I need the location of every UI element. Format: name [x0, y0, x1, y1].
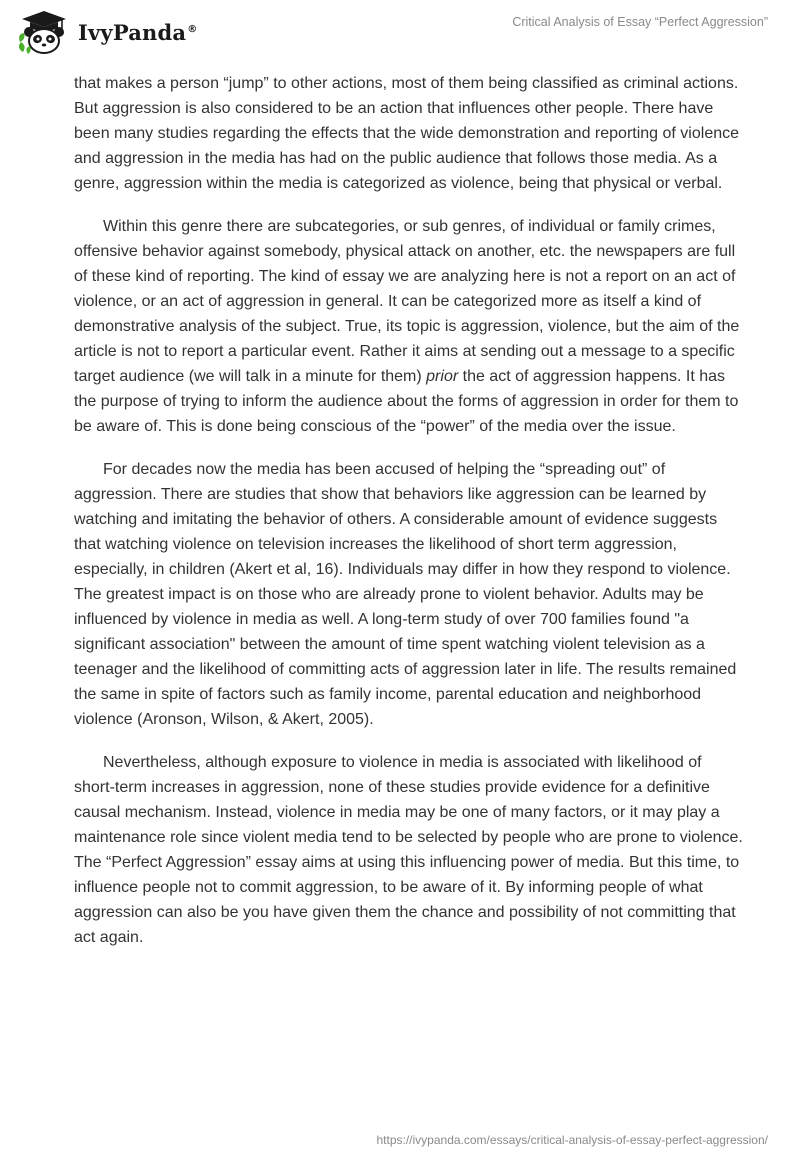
paragraph-2-text-before: Within this genre there are subcategories, or sub genres, of individual or family crimes, offensive behavior against somebody, physical attack on another, etc. the newspapers are full of these kind of reporting. The kind of essay we are analyzing here is not a report on an act of violence, or an act of aggression in general. It can be categorized more as itself a kind of demonstrative analysis of the subject. True, its topic is aggression, violence, but the aim of the article is not to report a particular event. Rather it aims at sending out a message to a specific target audience (we will talk in a minute for them) — [74, 218, 740, 385]
paragraph-2-emphasis: prior — [426, 368, 459, 385]
paragraph-1: that makes a person “jump” to other actions, most of them being classified as criminal actions. But aggression is also considered to be an action that influences other people. There have been many studies regarding the effects that the wide demonstration and reporting of violence and aggression in the media has had on the public audience that follows those media. As a genre, aggression within the media is categorized as violence, being that physical or verbal. — [74, 75, 740, 192]
paragraph-2-text-after: the act of aggression happens. It has the purpose of trying to inform the audience about the forms of aggression in order for them to be aware of. This is done being conscious of the “power” of the media over the issue. — [74, 368, 739, 435]
source-url-link[interactable]: https://ivypanda.com/essays/critical-analysis-of-essay-perfect-aggression/ — [376, 1133, 768, 1147]
logo-wordmark: IvyPanda® — [78, 19, 198, 45]
paragraph-2 — [74, 214, 746, 439]
registered-mark: ® — [187, 23, 198, 35]
paragraph-4: Nevertheless, although exposure to violence in media is associated with likelihood of short-term increases in aggression, none of these studies provide evidence for a definitive causal mechanism. Instead, violence in media may be one of many factors, or it may play a maintenance role since violent media tend to be selected by people who are prone to violence. The “Perfect Aggression” essay aims at using this influencing power of media. But this time, to influence people not to commit aggression, to be aware of it. By informing people of what aggression can also be you have given them the chance and possibility of not committing that act again. — [74, 754, 743, 946]
document-title: Critical Analysis of Essay “Perfect Aggression” — [512, 15, 768, 29]
panda-graduate-icon — [14, 8, 74, 56]
essay-body — [74, 71, 746, 968]
ivypanda-logo[interactable] — [14, 8, 197, 56]
paragraph-3: For decades now the media has been accused of helping the “spreading out” of aggression. There are studies that show that behaviors like aggression can be learned by watching and imitating the behavior of others. A considerable amount of evidence suggests that watching violence on television increases the likelihood of short term aggression, especially, in children (Akert et al, 16). Individuals may differ in how they respond to violence. The greatest impact is on those who are already prone to violent behavior. Adults may be influenced by violence in media as well. A long-term study of over 700 families found "a significant association" between the amount of time spent watching violent television as a teenager and the likelihood of committing acts of aggression later in life. The results remained the same in spite of factors such as family income, parental education and neighborhood violence (Aronson, Wilson, & Akert, 2005). — [74, 461, 737, 728]
page-header — [0, 0, 800, 70]
